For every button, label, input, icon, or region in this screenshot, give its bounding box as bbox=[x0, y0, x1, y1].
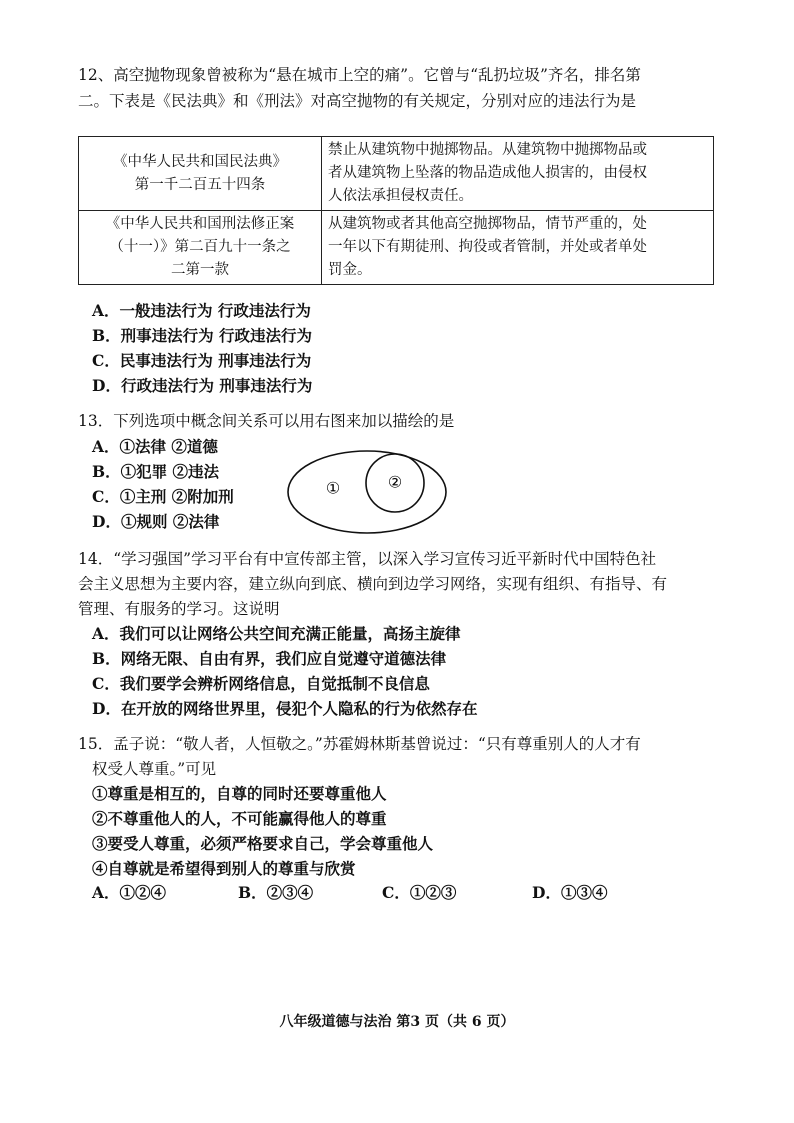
q12-option-a: A．一般违法行为 行政违法行为 bbox=[92, 301, 311, 320]
q13-option-c: C．①主刑 ②附加刑 bbox=[92, 487, 234, 506]
law-text-cell bbox=[322, 137, 714, 211]
q12-option-b: B．刑事违法行为 行政违法行为 bbox=[92, 326, 312, 345]
q14-option-b: B．网络无限、自由有界，我们应自觉遵守道德法律 bbox=[92, 649, 447, 668]
law-text-line: 者从建筑物上坠落的物品造成他人损害的，由侵权 bbox=[328, 165, 647, 181]
q14-stem-line3: 管理、有服务的学习。这说明 bbox=[78, 600, 280, 618]
inner-label: ② bbox=[387, 472, 403, 492]
law-text-line: 人依法承担侵权责任。 bbox=[328, 188, 473, 204]
q15-stem-line1: 15．孟子说：“敬人者，人恒敬之。”苏霍姆林斯基曾说过：“只有尊重别人的人才有 bbox=[78, 735, 641, 753]
q15-option-a: A．①②④ bbox=[92, 883, 167, 902]
q15-statement-3: ③要受人尊重，必须严格要求自己，学会尊重他人 bbox=[92, 834, 434, 853]
outer-label: ① bbox=[325, 478, 341, 498]
q12-option-d: D．行政违法行为 刑事违法行为 bbox=[92, 376, 313, 395]
q14-option-a: A．我们可以让网络公共空间充满正能量，高扬主旋律 bbox=[92, 624, 461, 643]
q14-option-c: C．我们要学会辨析网络信息，自觉抵制不良信息 bbox=[92, 674, 430, 693]
law-name-line: 《中华人民共和国民法典》 bbox=[113, 153, 287, 170]
q14-stem-line1: 14．“学习强国”学习平台有中宣传部主管，以深入学习宣传习近平新时代中国特色社 bbox=[78, 550, 657, 568]
law-name-cell bbox=[79, 137, 322, 211]
q13-option-a: A．①法律 ②道德 bbox=[92, 437, 218, 456]
q15-statement-1: ①尊重是相互的，自尊的同时还要尊重他人 bbox=[92, 784, 387, 803]
q15-statement-2: ②不尊重他人的人，不可能赢得他人的尊重 bbox=[92, 809, 387, 828]
law-name-line: 第一千二百五十四条 bbox=[134, 176, 266, 193]
law-text-line: 一年以下有期徒刑、拘役或者管制，并处或者单处 bbox=[328, 239, 647, 255]
q12-law-table bbox=[78, 136, 714, 285]
law-text-line: 罚金。 bbox=[328, 262, 372, 278]
q12-stem-line1: 12、高空抛物现象曾被称为“悬在城市上空的痛”。它曾与“乱扔垃圾”齐名，排名第 bbox=[78, 66, 641, 84]
law-text-cell bbox=[322, 211, 714, 285]
q13-stem: 13．下列选项中概念间关系可以用右图来加以描绘的是 bbox=[78, 412, 455, 430]
q15-stem-line2: 权受人尊重。”可见 bbox=[92, 760, 217, 778]
venn-diagram bbox=[285, 447, 455, 537]
q15-option-c: C．①②③ bbox=[382, 883, 457, 902]
page-footer: 八年级道德与法治 第3 页（共 6 页） bbox=[279, 1014, 515, 1030]
q14-stem-line2: 会主义思想为主要内容，建立纵向到底、横向到边学习网络，实现有组织、有指导、有 bbox=[78, 575, 668, 593]
table-row bbox=[79, 211, 714, 285]
q15-option-d: D．①③④ bbox=[532, 883, 608, 902]
q15-statement-4: ④自尊就是希望得到别人的尊重与欣赏 bbox=[92, 859, 356, 878]
law-text-line: 禁止从建筑物中抛掷物品。从建筑物中抛掷物品或 bbox=[328, 142, 647, 158]
law-name-line: 《中华人民共和国刑法修正案 bbox=[105, 216, 295, 232]
q13-option-d: D．①规则 ②法律 bbox=[92, 512, 220, 531]
law-text-line: 从建筑物或者其他高空抛掷物品，情节严重的，处 bbox=[328, 216, 647, 232]
table-row bbox=[79, 137, 714, 211]
q15-option-b: B．②③④ bbox=[238, 883, 314, 902]
q12-option-c: C．民事违法行为 刑事违法行为 bbox=[92, 351, 312, 370]
law-name-line: 二第一款 bbox=[171, 262, 229, 278]
law-name-line: （十一）》第二百九十一条之 bbox=[109, 239, 291, 255]
q12-stem-line2: 二。下表是《民法典》和《刑法》对高空抛物的有关规定，分别对应的违法行为是 bbox=[78, 92, 637, 110]
q14-option-d: D．在开放的网络世界里，侵犯个人隐私的行为依然存在 bbox=[92, 699, 478, 718]
law-name-cell bbox=[79, 211, 322, 285]
q13-option-b: B．①犯罪 ②违法 bbox=[92, 462, 219, 481]
